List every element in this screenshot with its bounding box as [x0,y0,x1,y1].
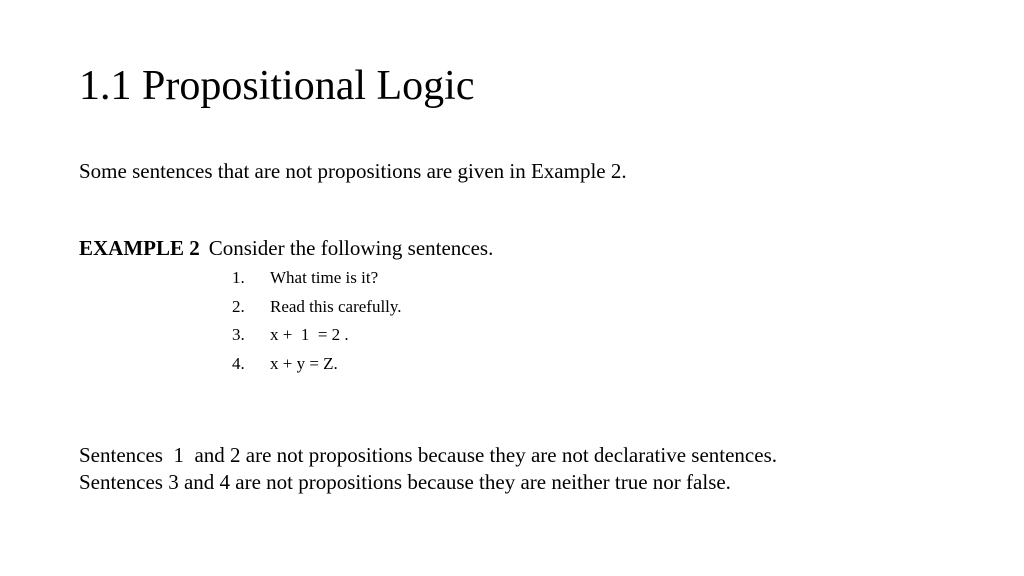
list-item-number: 3. [232,325,245,344]
example-label: EXAMPLE 2 [79,236,200,260]
list-item [232,352,402,381]
list-item-text: x + y = Z. [270,353,338,373]
example-text: Consider the following sentences. [208,236,494,260]
list-item [232,323,402,352]
slide-title: 1.1 Propositional Logic [79,63,475,109]
conclusion-line-2: Sentences 3 and 4 are not propositions because they are neither true nor false. [79,470,731,494]
list-item [232,295,402,324]
list-item-number: 2. [232,296,245,316]
list-item [232,266,402,295]
intro-text: Some sentences that are not propositions are given in Example 2. [79,159,627,183]
conclusion-paragraph [79,415,777,496]
list-item-number: 4. [232,353,245,373]
list-item-text: What time is it? [270,268,379,287]
conclusion-line-1: Sentences 1 and 2 are not propositions because they are not declarative sentences. [79,443,777,467]
list-item-text: Read this carefully. [270,296,402,316]
list-item-number: 1. [232,268,245,287]
list-item-text: x + 1 = 2 . [270,325,349,344]
example-list [232,266,402,380]
example-heading [79,235,493,261]
